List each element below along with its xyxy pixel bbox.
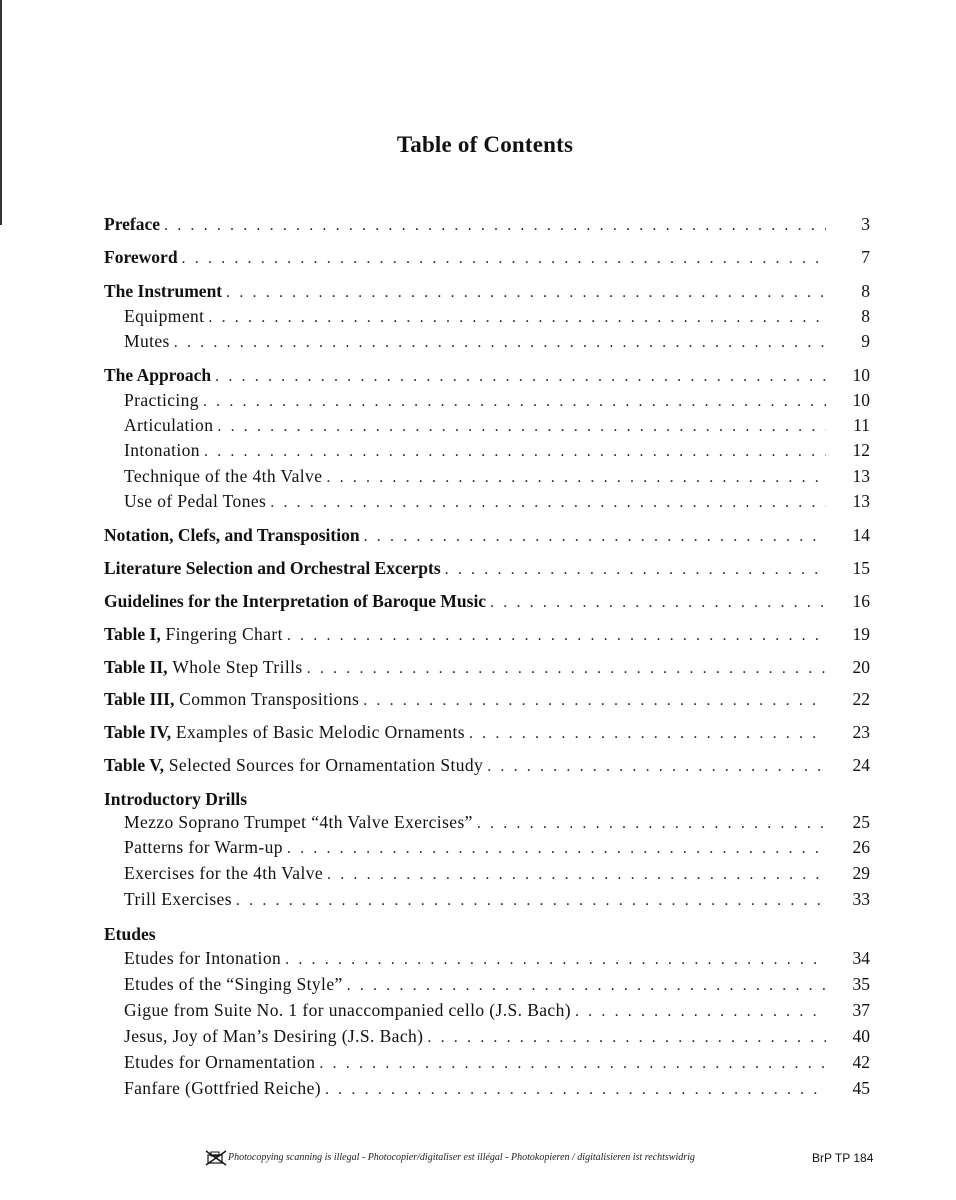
leader-dots <box>215 368 826 386</box>
toc-entry-label <box>104 722 465 743</box>
table-number: Table III, <box>104 689 175 709</box>
toc-entry-drill[interactable] <box>124 889 870 913</box>
toc-page-number: 45 <box>852 1078 870 1098</box>
leader-dots <box>477 815 826 833</box>
toc-page-number: 14 <box>852 525 870 545</box>
toc-entry-label: Preface <box>104 214 161 234</box>
leader-dots <box>427 1029 826 1047</box>
catalog-code: BrP TP 184 <box>812 1151 874 1165</box>
leader-dots <box>287 627 826 645</box>
leader-dots <box>208 309 826 327</box>
toc-entry-label: Guidelines for the Interpretation of Baroque Music <box>104 591 487 611</box>
toc-page-number: 10 <box>852 365 870 385</box>
toc-entry-label: Articulation <box>124 415 214 435</box>
table-number: Table V, <box>104 755 164 775</box>
toc-page-number: 24 <box>852 755 870 775</box>
toc-page-number: 16 <box>852 591 870 611</box>
toc-entry-label: Intonation <box>124 440 200 460</box>
section-heading-drills: Introductory Drills <box>104 789 248 809</box>
toc-entry-table-4[interactable] <box>104 722 870 746</box>
toc-page-number: 40 <box>852 1026 870 1046</box>
no-photocopy-icon <box>205 1150 227 1166</box>
toc-entry-notation[interactable] <box>104 525 870 549</box>
table-title: Whole Step Trills <box>172 657 303 677</box>
toc-page-number: 25 <box>852 812 870 832</box>
toc-entry-label: Etudes for Ornamentation <box>124 1052 316 1072</box>
leader-dots <box>347 977 826 995</box>
toc-page-number: 20 <box>852 657 870 677</box>
leader-dots <box>226 284 826 302</box>
toc-entry-the-instrument[interactable] <box>104 281 870 305</box>
leader-dots <box>490 594 826 612</box>
toc-page-number: 33 <box>852 889 870 909</box>
toc-page-number: 35 <box>852 974 870 994</box>
table-number: Table I, <box>104 624 161 644</box>
toc-page-number: 42 <box>852 1052 870 1072</box>
toc-entry-label: Use of Pedal Tones <box>124 491 267 511</box>
toc-page-number: 26 <box>852 837 870 857</box>
toc-entry-label: Etudes of the “Singing Style” <box>124 974 343 994</box>
toc-entry-label: Notation, Clefs, and Transposition <box>104 525 360 545</box>
leader-dots <box>203 393 826 411</box>
toc-entry-label: Foreword <box>104 247 178 267</box>
toc-entry-table-3[interactable] <box>104 689 870 713</box>
leader-dots <box>325 1081 826 1099</box>
toc-entry-label: Etudes for Intonation <box>124 948 282 968</box>
table-title: Examples of Basic Melodic Ornaments <box>175 722 465 742</box>
toc-entry-articulation[interactable] <box>124 415 870 439</box>
toc-page-number: 22 <box>852 689 870 709</box>
leader-dots <box>326 469 826 487</box>
toc-entry-intonation[interactable] <box>124 440 870 464</box>
toc-page-number: 7 <box>861 247 870 267</box>
copyright-notice: Photocopying scanning is illegal - Photocopier/digitaliser est illégal - Photokopieren / digitalisieren ist rechtswidrig <box>228 1152 695 1163</box>
leader-dots <box>287 840 826 858</box>
toc-page-number: 23 <box>852 722 870 742</box>
page-footer <box>0 1150 956 1170</box>
leader-dots <box>327 866 826 884</box>
toc-entry-label: The Instrument <box>104 281 223 301</box>
toc-page-number: 3 <box>861 214 870 234</box>
toc-entry-label: Literature Selection and Orchestral Excerpts <box>104 558 441 578</box>
leader-dots <box>204 443 826 461</box>
leader-dots <box>364 528 826 546</box>
toc-entry-drill[interactable] <box>124 863 870 887</box>
toc-entry-label: Exercises for the 4th Valve <box>124 863 324 883</box>
toc-entry-label: Fanfare (Gottfried Reiche) <box>124 1078 321 1098</box>
toc-page-number: 13 <box>852 466 870 486</box>
table-number: Table II, <box>104 657 168 677</box>
leader-dots <box>445 561 826 579</box>
toc-entry-table-2[interactable] <box>104 657 870 681</box>
leader-dots <box>363 692 826 710</box>
toc-page-number: 37 <box>852 1000 870 1020</box>
toc-entry-equipment[interactable] <box>124 306 870 330</box>
toc-entry-drill[interactable] <box>124 812 870 836</box>
leader-dots <box>164 217 826 235</box>
toc-entry-table-1[interactable] <box>104 624 870 648</box>
leader-dots <box>182 250 826 268</box>
table-title: Fingering Chart <box>165 624 283 644</box>
leader-dots <box>236 892 826 910</box>
leader-dots <box>487 758 826 776</box>
leader-dots <box>285 951 826 969</box>
toc-page-number: 13 <box>852 491 870 511</box>
toc-page-number: 15 <box>852 558 870 578</box>
leader-dots <box>469 725 826 743</box>
toc-entry-label: Patterns for Warm-up <box>124 837 283 857</box>
toc-entry-label: Mezzo Soprano Trumpet “4th Valve Exercises” <box>124 812 473 832</box>
toc-entry-label <box>104 755 483 776</box>
toc-entry-technique-4th-valve[interactable] <box>124 466 870 490</box>
table-title: Common Transpositions <box>179 689 360 709</box>
toc-page-number: 11 <box>853 415 870 435</box>
leader-dots <box>174 334 826 352</box>
toc-entry-pedal-tones[interactable] <box>124 491 870 515</box>
table-title: Selected Sources for Ornamentation Study <box>168 755 484 775</box>
toc-entry-label: Trill Exercises <box>124 889 232 909</box>
page-title: Table of Contents <box>396 132 574 157</box>
leader-dots <box>270 494 826 512</box>
toc-entry-etude[interactable] <box>124 948 870 972</box>
toc-entry-mutes[interactable] <box>124 331 870 355</box>
leader-dots <box>307 660 826 678</box>
toc-page-number: 8 <box>861 281 870 301</box>
toc-entry-label: Practicing <box>124 390 199 410</box>
toc-entry-etude[interactable] <box>124 1078 870 1102</box>
toc-entry-etude[interactable] <box>124 974 870 998</box>
toc-entry-the-approach[interactable] <box>104 365 870 389</box>
toc-entry-label <box>104 689 359 710</box>
section-heading-etudes: Etudes <box>104 924 156 944</box>
table-number: Table IV, <box>104 722 172 742</box>
leader-dots <box>217 418 826 436</box>
toc-page-number: 29 <box>852 863 870 883</box>
toc-entry-practicing[interactable] <box>124 390 870 414</box>
toc-page-number: 8 <box>861 306 870 326</box>
toc-entry-etude[interactable] <box>124 1052 870 1076</box>
toc-page-number: 19 <box>852 624 870 644</box>
toc-page-number: 34 <box>852 948 870 968</box>
toc-entry-label: Jesus, Joy of Man’s Desiring (J.S. Bach) <box>124 1026 424 1046</box>
toc-entry-label: The Approach <box>104 365 212 385</box>
toc-entry-baroque-guidelines[interactable] <box>104 591 870 615</box>
leader-dots <box>319 1055 826 1073</box>
toc-entry-label <box>104 624 283 645</box>
toc-entry-label <box>104 657 303 678</box>
toc-entry-label: Technique of the 4th Valve <box>124 466 323 486</box>
toc-entry-label: Equipment <box>124 306 205 326</box>
toc-page-number: 12 <box>852 440 870 460</box>
page-edge-line <box>0 0 2 225</box>
toc-entry-label: Gigue from Suite No. 1 for unaccompanied cello (J.S. Bach) <box>124 1000 571 1020</box>
toc-page-number: 10 <box>852 390 870 410</box>
leader-dots <box>575 1003 826 1021</box>
toc-entry-foreword[interactable] <box>104 247 870 271</box>
toc-entry-drill[interactable] <box>124 837 870 861</box>
toc-entry-literature-selection[interactable] <box>104 558 870 582</box>
toc-entry-label: Mutes <box>124 331 170 351</box>
toc-page-number: 9 <box>861 331 870 351</box>
toc-entry-etude[interactable] <box>124 1026 870 1050</box>
toc-entry-preface[interactable] <box>104 214 870 238</box>
toc-entry-etude[interactable] <box>124 1000 870 1024</box>
toc-entry-table-5[interactable] <box>104 755 870 779</box>
